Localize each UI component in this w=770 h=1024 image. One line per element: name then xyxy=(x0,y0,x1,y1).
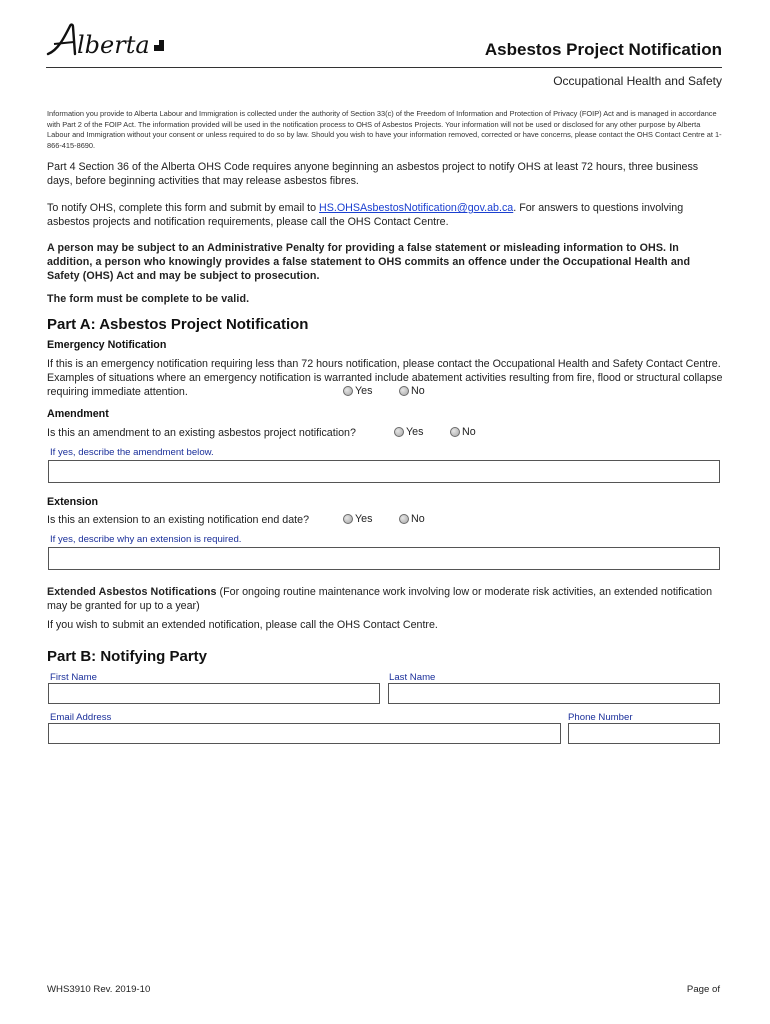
extended-notifications xyxy=(47,585,723,613)
radio-circle-icon xyxy=(399,386,409,396)
amendment-heading: Amendment xyxy=(47,408,109,420)
radio-circle-icon xyxy=(450,427,460,437)
extended-text: (For ongoing routine maintenance work involving low or moderate risk activities, an extended notification may be granted for up to a year) xyxy=(47,586,713,612)
extension-heading: Extension xyxy=(47,496,99,508)
radio-label: Yes xyxy=(355,385,373,397)
extended-call-text: If you wish to submit an extended notification, please call the OHS Contact Centre. xyxy=(47,619,438,631)
form-id: WHS3910 Rev. 2019-10 xyxy=(47,984,151,995)
amendment-question: Is this an amendment to an existing asbestos project notification? xyxy=(47,427,356,439)
last-name-field[interactable] xyxy=(388,683,720,704)
part-a-heading: Part A: Asbestos Project Notification xyxy=(47,316,309,333)
radio-circle-icon xyxy=(343,514,353,524)
last-name-label: Last Name xyxy=(389,672,436,683)
radio-label: No xyxy=(411,385,425,397)
extension-yes-radio[interactable] xyxy=(343,513,372,525)
document-title: Asbestos Project Notification xyxy=(484,40,722,59)
amendment-yes-radio[interactable] xyxy=(394,426,423,438)
extension-description-field[interactable] xyxy=(48,547,720,570)
alberta-logo xyxy=(44,20,174,62)
radio-circle-icon xyxy=(343,386,353,396)
document-subtitle: Occupational Health and Safety xyxy=(553,74,722,88)
radio-circle-icon xyxy=(399,514,409,524)
notify-suffix: . For answers to questions involving asbestos projects and notification requirements, please call the OHS Contact Centre. xyxy=(47,202,684,228)
foip-notice: Information you provide to Alberta Labour and Immigration is collected under the authority of Section 33(c) of the Freedom of Information and Protection of Privacy (FOIP) Act and is managed in accordance with Part 2 of the FOIP Act. The information provided will be used in the notification process to OHS of Asbestos Projects. Your information will not be used or disclosed for any other purpose by Alberta Labour and Immigration without your consent or unless required to do so by law. Should you wish to have your information removed, corrected or have concerns, please contact the OHS Contact Centre at 1-866-415-8690. xyxy=(47,109,722,150)
header-rule xyxy=(46,67,722,68)
email-label: Email Address xyxy=(50,712,112,723)
radio-label: Yes xyxy=(406,426,424,438)
phone-label: Phone Number xyxy=(568,712,633,723)
notify-email-link[interactable]: HS.OHSAsbestosNotification@gov.ab.ca xyxy=(319,202,514,214)
radio-label: No xyxy=(462,426,476,438)
emergency-text: If this is an emergency notification requiring less than 72 hours notification, please contact the Occupational Health and Safety Contact Centre. Examples of situations where an emergency notification is warranted include abatement activities resulting from fire, flood or structural collapse requiring immediate attention. xyxy=(47,358,723,398)
radio-label: Yes xyxy=(355,513,373,525)
extension-field-label: If yes, describe why an extension is required. xyxy=(50,534,242,545)
first-name-label: First Name xyxy=(50,672,97,683)
notify-instructions xyxy=(47,201,723,229)
extension-no-radio[interactable] xyxy=(399,513,425,525)
part4-requirement: Part 4 Section 36 of the Alberta OHS Code requires anyone beginning an asbestos project to notify OHS at least 72 hours, three business days, before beginning activities that may release asbestos fibres. xyxy=(47,161,699,187)
notify-prefix: To notify OHS, complete this form and submit by email to xyxy=(47,202,320,214)
amendment-field-label: If yes, describe the amendment below. xyxy=(50,447,214,458)
radio-circle-icon xyxy=(394,427,404,437)
amendment-description-field[interactable] xyxy=(48,460,720,483)
page-number: Page of xyxy=(686,984,720,995)
svg-text:lberta: lberta xyxy=(77,31,150,59)
first-name-field[interactable] xyxy=(48,683,380,704)
emergency-no-radio[interactable] xyxy=(399,385,425,397)
extension-question: Is this an extension to an existing notification end date? xyxy=(47,514,310,526)
emergency-heading: Emergency Notification xyxy=(47,339,167,351)
email-field[interactable] xyxy=(48,723,561,744)
emergency-yes-radio[interactable] xyxy=(343,385,372,397)
extended-heading: Extended Asbestos Notifications xyxy=(47,586,217,598)
amendment-no-radio[interactable] xyxy=(450,426,476,438)
complete-notice: The form must be complete to be valid. xyxy=(47,293,250,305)
phone-field[interactable] xyxy=(568,723,720,744)
part-b-heading: Part B: Notifying Party xyxy=(47,648,208,665)
penalty-warning: A person may be subject to an Administrative Penalty for providing a false statement or misleading information to OHS. In addition, a person who knowingly provides a false statement to OHS commits an offence under the Occupational Health and Safety (OHS) Act and may be subject to prosecution. xyxy=(47,242,691,282)
radio-label: No xyxy=(411,513,425,525)
